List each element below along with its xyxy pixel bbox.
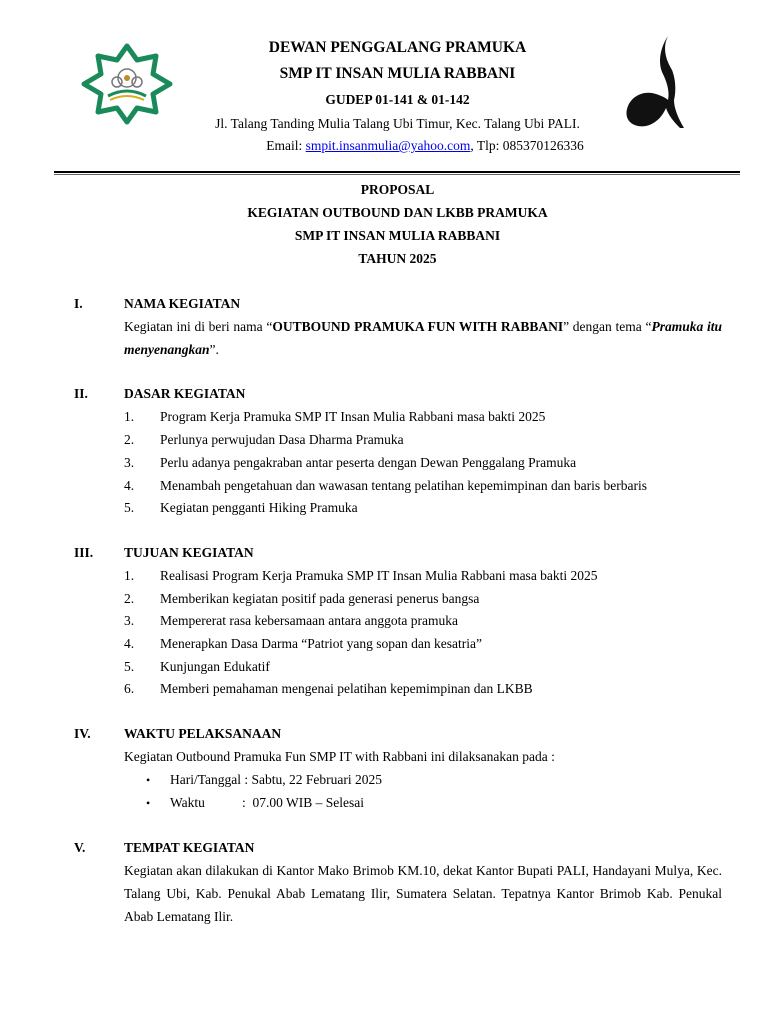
list-item: Menerapkan Dasa Darma “Patriot yang sopan dan kesatria” [160,636,482,651]
list-item-number: 3. [124,613,135,628]
section-title: NAMA KEGIATAN [124,296,241,311]
section-paragraph: Kegiatan akan dilakukan di Kantor Mako Brimob KM.10, dekat Kantor Bupati PALI, Handayani Mulya, Kec. Talang Ubi, Kab. Penukal Abab Lematang Ilir, Sumatera Selatan. Tepatnya Kantor Brimob Kab. Penukal Abab Lematang Ilir. [124,863,722,924]
letterhead-rule [54,171,740,173]
list-item-number: 4. [124,636,135,651]
section-title: TEMPAT KEGIATAN [124,840,255,855]
list-item-number: 2. [124,591,135,606]
list-item-number: 4. [124,478,135,493]
list-item: Program Kerja Pramuka SMP IT Insan Mulia Rabbani masa bakti 2025 [160,409,546,424]
list-item: Realisasi Program Kerja Pramuka SMP IT Insan Mulia Rabbani masa bakti 2025 [160,568,598,583]
proposal-title-4: TAHUN 2025 [358,251,437,266]
proposal-title-2: KEGIATAN OUTBOUND DAN LKBB PRAMUKA [247,205,548,220]
proposal-title-3: SMP IT INSAN MULIA RABBANI [294,228,501,243]
list-item-number: 5. [124,659,135,674]
list-item-number: 1. [124,409,135,424]
school-logo [80,42,174,126]
list-item: Kegiatan pengganti Hiking Pramuka [160,500,358,515]
list-item-number: 5. [124,500,135,515]
list-item-number: 1. [124,568,135,583]
list-item: Memberi pemahaman mengenai pelatihan kepemimpinan dan LKBB [160,681,533,696]
org-name-line1: DEWAN PENGGALANG PRAMUKA [268,39,527,56]
list-item-number: 2. [124,432,135,447]
section-number: I. [74,296,83,311]
proposal-title-1: PROPOSAL [360,182,435,197]
contact-line [160,137,690,155]
list-item: Memberikan kegiatan positif pada generasi penerus bangsa [160,591,480,606]
letterhead-rule-thin [54,174,740,175]
section-number: V. [74,840,86,855]
section-title: DASAR KEGIATAN [124,386,246,401]
list-item: Menambah pengetahuan dan wawasan tentang pelatihan kepemimpinan dan baris berbaris [160,478,647,493]
bullet: • [146,773,151,787]
section-paragraph: Kegiatan ini di beri nama “OUTBOUND PRAMUKA FUN WITH RABBANI” dengan tema “Pramuka itu menyenangkan”. [124,319,722,357]
email-link[interactable]: smpit.insanmulia@yahoo.com [305,138,471,153]
list-item: Mempererat rasa kebersamaan antara anggota pramuka [160,613,458,628]
gudep-line: GUDEP 01-141 & 01-142 [325,92,470,107]
bullet: • [146,796,151,810]
list-item: Perlu adanya pengakraban antar peserta dengan Dewan Penggalang Pramuka [160,455,577,470]
section-title: TUJUAN KEGIATAN [124,545,254,560]
section-intro: Kegiatan Outbound Pramuka Fun SMP IT with Rabbani ini dilaksanakan pada : [124,749,555,764]
address-line: Jl. Talang Tanding Mulia Talang Ubi Timur, Kec. Talang Ubi PALI. [215,116,580,131]
list-item-number: 6. [124,681,135,696]
list-item-number: 3. [124,455,135,470]
phone-text: , Tlp: 085370126336 [470,138,584,153]
section-number: IV. [74,726,91,741]
org-name-line2: SMP IT INSAN MULIA RABBANI [279,65,516,82]
section-number: II. [74,386,88,401]
list-item: Kunjungan Edukatif [160,659,270,674]
bullet-item-date: Hari/Tanggal : Sabtu, 22 Februari 2025 [170,772,383,787]
list-item: Perlunya perwujudan Dasa Dharma Pramuka [160,432,404,447]
section-title: WAKTU PELAKSANAAN [124,726,282,741]
bullet-item-time: Waktu : 07.00 WIB – Selesai [170,795,365,810]
section-number: III. [74,545,94,560]
email-label: Email: [266,138,306,153]
